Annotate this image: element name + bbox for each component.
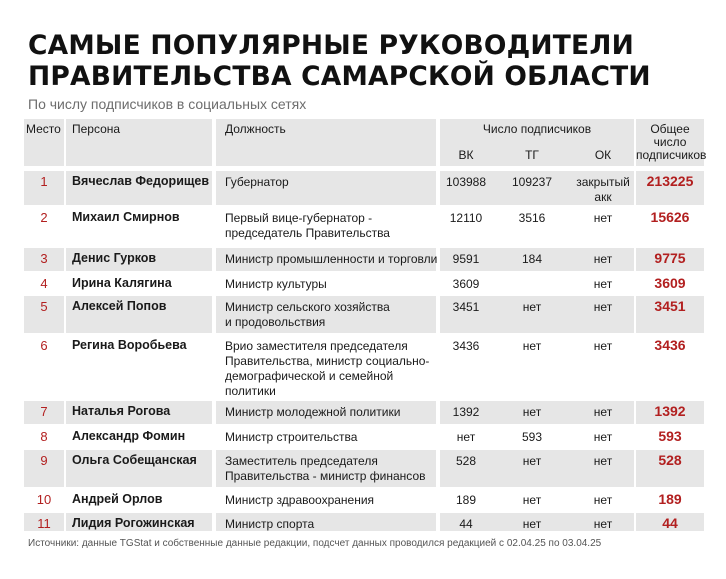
row-position	[225, 430, 437, 445]
row-person: Наталья Рогова	[72, 404, 171, 418]
row-position-line: Министр сельского хозяйства	[225, 300, 390, 314]
row-position-line: Первый вице-губернатор -	[225, 211, 373, 225]
row-position	[225, 252, 437, 267]
row-ok	[572, 454, 634, 469]
row-ok	[572, 277, 634, 292]
row-place: 10	[36, 492, 52, 507]
row-ok	[572, 493, 634, 508]
row-ok-line: нет	[593, 277, 613, 291]
row-tg: 184	[521, 252, 543, 266]
row-place: 5	[40, 299, 48, 314]
header-person: Персона	[72, 122, 121, 136]
row-person: Вячеслав Федорищев	[72, 174, 210, 188]
row-position-line: Заместитель председателя	[225, 454, 378, 468]
row-ok-line: нет	[593, 300, 613, 314]
row-ok-line: нет	[593, 517, 613, 531]
row-ok	[572, 517, 634, 532]
row-total: 3436	[654, 337, 686, 353]
row-place: 3	[40, 251, 48, 266]
row-position	[225, 339, 437, 399]
row-place: 9	[40, 453, 48, 468]
row-person: Регина Воробьева	[72, 338, 187, 352]
row-position-line: Правительства, министр социально-	[225, 354, 430, 368]
row-position-line: Врио заместителя председателя	[225, 339, 408, 353]
row-vk: 189	[455, 493, 477, 507]
header-total	[636, 122, 707, 162]
row-place: 6	[40, 338, 48, 353]
row-vk: нет	[456, 430, 476, 444]
row-tg: 109237	[511, 175, 553, 189]
row-ok-line: нет	[593, 339, 613, 353]
title-line-1: САМЫЕ ПОПУЛЯРНЫЕ РУКОВОДИТЕЛИ	[28, 30, 634, 61]
header-total-line: подписчиков	[636, 148, 707, 162]
row-position-line: Губернатор	[225, 175, 289, 189]
row-place: 2	[40, 210, 48, 225]
row-tg: нет	[522, 493, 542, 507]
row-position-line: председатель Правительства	[225, 226, 390, 240]
row-position	[225, 517, 437, 532]
row-position	[225, 211, 437, 241]
row-position	[225, 277, 437, 292]
row-total: 15626	[650, 209, 690, 225]
row-person: Андрей Орлов	[72, 492, 163, 506]
header-total-line: Общее	[650, 122, 690, 136]
row-ok	[572, 405, 634, 420]
row-tg: нет	[522, 300, 542, 314]
header-subscribers: Число подписчиков	[482, 122, 592, 136]
row-vk: 3609	[452, 277, 480, 291]
row-vk: 3451	[452, 300, 480, 314]
header-tg: ТГ	[525, 148, 539, 162]
row-position-line: Министр здравоохранения	[225, 493, 375, 507]
row-position-line: Министр строительства	[225, 430, 358, 444]
row-person: Денис Гурков	[72, 251, 157, 265]
row-tg: нет	[522, 454, 542, 468]
page-title	[28, 30, 718, 92]
header-position: Должность	[225, 122, 286, 136]
row-ok-line: закрытый	[576, 175, 630, 189]
row-tg: 3516	[518, 211, 546, 225]
row-vk: 1392	[452, 405, 480, 419]
row-place: 4	[40, 276, 48, 291]
row-total: 189	[658, 491, 682, 507]
row-position	[225, 454, 437, 484]
header-ok: ОК	[594, 148, 612, 162]
row-person: Алексей Попов	[72, 299, 167, 313]
row-total: 1392	[654, 403, 686, 419]
row-vk: 3436	[452, 339, 480, 353]
row-position-line: Правительства - министр финансов	[225, 469, 426, 483]
subtitle: По числу подписчиков в социальных сетях	[28, 96, 307, 112]
header-vk: ВК	[458, 148, 474, 162]
row-position-line: и продовольствия	[225, 315, 326, 329]
row-position-line: Министр промышленности и торговли	[225, 252, 438, 266]
row-place: 7	[40, 404, 48, 419]
row-person: Александр Фомин	[72, 429, 186, 443]
row-vk: 44	[459, 517, 473, 531]
row-total: 528	[658, 452, 682, 468]
row-person: Лидия Рогожинская	[72, 516, 195, 530]
row-tg: нет	[522, 517, 542, 531]
row-tg: нет	[522, 339, 542, 353]
row-position-line: Министр спорта	[225, 517, 315, 531]
row-total: 3609	[654, 275, 686, 291]
row-tg: нет	[522, 405, 542, 419]
row-ok	[572, 339, 634, 354]
row-place: 11	[37, 516, 51, 531]
row-position	[225, 405, 437, 420]
header-total-line: число	[653, 135, 687, 149]
row-position-line: политики	[225, 384, 276, 398]
row-vk: 103988	[445, 175, 487, 189]
row-ok	[572, 211, 634, 226]
row-ok-line: нет	[593, 430, 613, 444]
row-position-line: Министр молодежной политики	[225, 405, 401, 419]
row-tg: 593	[521, 430, 543, 444]
row-place: 1	[40, 174, 48, 189]
row-vk: 12110	[449, 211, 483, 225]
row-total: 9775	[654, 250, 686, 266]
row-position	[225, 493, 437, 508]
row-person: Ирина Калягина	[72, 276, 172, 290]
row-ok	[572, 430, 634, 445]
row-ok-line: нет	[593, 252, 613, 266]
row-total: 44	[662, 515, 678, 531]
row-position	[225, 300, 437, 330]
row-total: 593	[658, 428, 682, 444]
header-place: Место	[26, 122, 61, 136]
title-line-2: ПРАВИТЕЛЬСТВА САМАРСКОЙ ОБЛАСТИ	[28, 61, 651, 92]
row-position-line: демографической и семейной	[225, 369, 394, 383]
row-vk: 9591	[452, 252, 480, 266]
row-ok-line: нет	[593, 211, 613, 225]
row-ok-line: нет	[593, 405, 613, 419]
row-ok-line: нет	[593, 493, 613, 507]
row-total: 3451	[654, 298, 686, 314]
row-total: 213225	[646, 173, 694, 189]
row-position-line: Министр культуры	[225, 277, 327, 291]
row-position	[225, 175, 437, 190]
row-ok-line: нет	[593, 454, 613, 468]
row-ok	[572, 252, 634, 267]
row-place: 8	[40, 429, 48, 444]
row-person: Михаил Смирнов	[72, 210, 180, 224]
row-ok	[572, 300, 634, 315]
row-ok-line: акк	[594, 190, 612, 204]
row-person: Ольга Собещанская	[72, 453, 197, 467]
sources-footnote: Источники: данные TGStat и собственные данные редакции, подсчет данных проводился редакцией с 02.04.25 по 03.04.25	[28, 538, 602, 549]
row-vk: 528	[455, 454, 477, 468]
row-ok	[572, 175, 634, 205]
